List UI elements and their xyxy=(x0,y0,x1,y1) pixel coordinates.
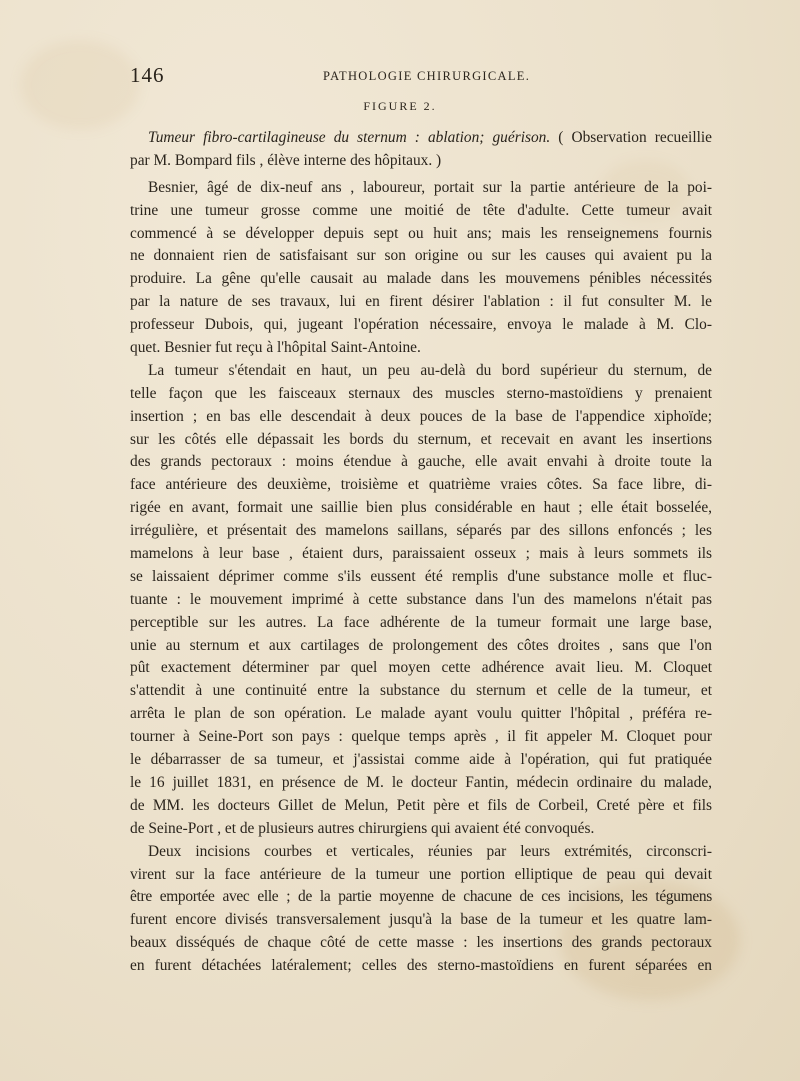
paragraph-line: virent sur la face antérieure de la tumeur une portion elliptique de peau qui devait xyxy=(130,865,712,883)
paragraph-line: pût exactement déterminer par quel moyen cette adhérence avait lieu. M. Cloquet xyxy=(130,659,712,677)
paragraph-line: quet. Besnier fut reçu à l'hôpital Saint-Antoine. xyxy=(130,339,421,357)
paragraph-line: de Seine-Port , et de plusieurs autres chirurgiens qui avaient été convoqués. xyxy=(130,819,595,837)
paragraph-line: irrégulière, et présentait des mamelons saillans, séparés par des sillons enfoncés ; les xyxy=(130,522,712,540)
page-number: 146 xyxy=(130,63,165,87)
paragraph-line: se laissaient déprimer comme s'ils eussent été remplis d'une substance molle et fluc- xyxy=(130,567,712,585)
paragraph-line: professeur Dubois, qui, jugeant l'opération nécessaire, envoya le malade à M. Clo- xyxy=(130,316,712,334)
paragraph-line: perceptible sur les autres. La face adhérente de la tumeur formait une large base, xyxy=(130,613,712,631)
paragraph-line: le débarrasser de sa tumeur, et j'assistai comme aide à l'opération, qui fut pratiquée xyxy=(130,751,712,769)
paragraph-line: Deux incisions courbes et verticales, réunies par leurs extrémités, circonscri- xyxy=(148,842,712,860)
page-header xyxy=(130,63,712,87)
paragraph-line: rigée en avant, formait une saillie bien plus considérable en haut ; elle était bosselée, xyxy=(130,499,712,517)
paragraph-line: être emportée avec elle ; de la partie moyenne de chacune de ces incisions, les tégumens xyxy=(130,888,712,906)
paragraph-line: produire. La gêne qu'elle causait au malade dans les mouvemens pénibles nécessités xyxy=(130,270,712,288)
paragraph-line: trine une tumeur grosse comme une moitié de tête d'adulte. Cette tumeur avait xyxy=(130,201,712,219)
paragraph-line: s'attendit à une continuité entre la substance du sternum et celle de la tumeur, et xyxy=(130,682,712,700)
paragraph-line: furent encore divisés transversalement jusqu'à la base de la tumeur et les quatre lam- xyxy=(130,911,712,929)
paragraph-line: arrêta le plan de son opération. Le malade ayant voulu quitter l'hôpital , préféra re- xyxy=(130,705,712,723)
observation-byline: par M. Bompard fils , élève interne des hôpitaux. ) xyxy=(130,151,442,169)
observation-title: Tumeur fibro-cartilagineuse du sternum : ablation; guérison. xyxy=(148,129,551,146)
paragraph-line: de MM. les docteurs Gillet de Melun, Petit père et fils de Corbeil, Creté père et fils xyxy=(130,796,712,814)
paragraph-line: le 16 juillet 1831, en présence de M. le docteur Fantin, médecin ordinaire du malade, xyxy=(130,773,712,791)
paragraph-line: tuante : le mouvement imprimé à cette substance dans l'un des mamelons n'était pas xyxy=(130,590,712,608)
paragraph-line: commencé à se développer depuis sept ou huit ans; mais les renseignemens fournis xyxy=(130,224,712,242)
observation-title-rest: ( Observation recueillie xyxy=(550,129,712,146)
running-head: PATHOLOGIE CHIRURGICALE. xyxy=(323,69,531,83)
paragraph-line: ne donnaient rien de satisfaisant sur son origine ou sur les causes qui avaient pu la xyxy=(130,247,712,265)
paragraph-line: unie au sternum et aux cartilages de prolongement des côtes droites , sans que l'on xyxy=(130,636,712,654)
paragraph-line: mamelons à leur base , étaient durs, paraissaient osseux ; mais à leurs sommets ils xyxy=(130,545,712,563)
paragraph-line: insertion ; en bas elle descendait à deux pouces de la base de l'appendice xiphoïde; xyxy=(130,407,712,425)
paragraph-line: La tumeur s'étendait en haut, un peu au-delà du bord supérieur du sternum, de xyxy=(148,361,712,379)
figure-label: FIGURE 2. xyxy=(363,99,437,113)
body-text xyxy=(130,127,712,978)
paragraph-line: sur les côtés elle dépassait les bords du sternum, et recevait en avant les insertions xyxy=(130,430,712,448)
paragraph-line: Besnier, âgé de dix-neuf ans , laboureur, portait sur la partie antérieure de la poi- xyxy=(148,178,712,196)
paragraph-line: par la nature de ses travaux, lui en firent désirer l'ablation : il fut consulter M. le xyxy=(130,293,712,311)
paragraph-line: en furent détachées latéralement; celles des sterno-mastoïdiens en furent séparées en xyxy=(130,957,712,975)
paragraph-line: telle façon que les faisceaux sternaux des muscles sterno-mastoïdiens y prenaient xyxy=(130,384,712,402)
observation-title-line xyxy=(130,127,712,150)
paragraph-line: des grands pectoraux : moins étendue à gauche, elle avait envahi à droite toute la xyxy=(130,453,712,471)
age-stain xyxy=(20,40,140,130)
paragraph-line: tourner à Seine-Port son pays : quelque temps après , il fit appeler M. Cloquet pour xyxy=(130,728,712,746)
paragraph-line: face antérieure des deuxième, troisième et quatrième vraies côtes. Sa face libre, di- xyxy=(130,476,712,494)
paragraph-line: beaux disséqués de chaque côté de cette masse : les insertions des grands pectoraux xyxy=(130,934,712,952)
